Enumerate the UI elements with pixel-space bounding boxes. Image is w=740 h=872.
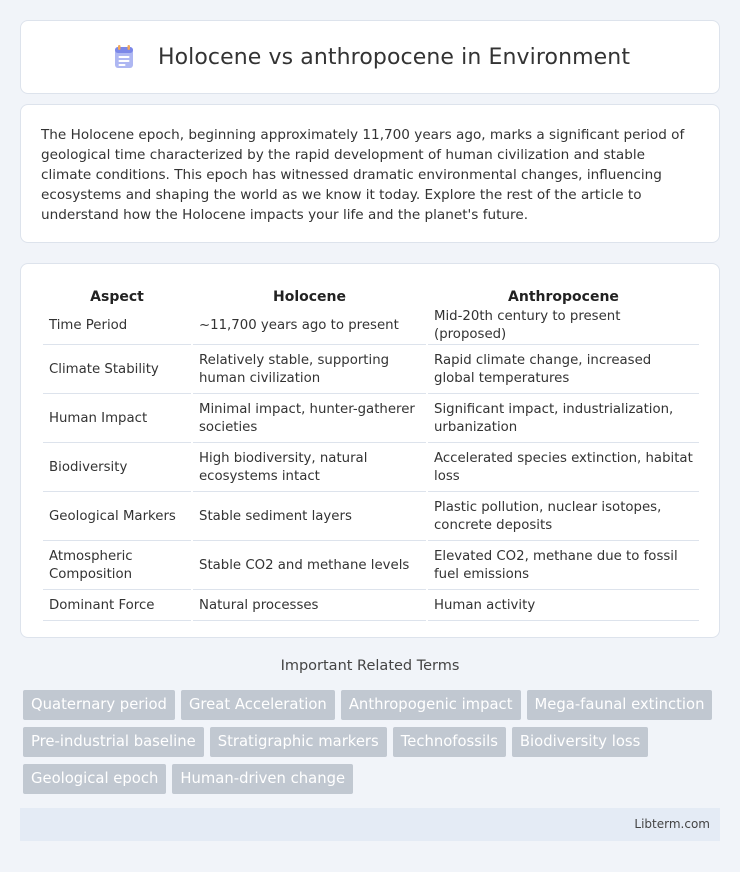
- table-row: [43, 592, 699, 621]
- row-anthropocene: Rapid climate change, increased global temperatures: [428, 347, 699, 394]
- row-anthropocene: Mid-20th century to present (proposed): [428, 308, 699, 345]
- row-aspect: Time Period: [43, 308, 191, 345]
- row-holocene: Minimal impact, hunter-gatherer societies: [193, 396, 426, 443]
- header-aspect: Aspect: [90, 289, 144, 305]
- row-holocene: Relatively stable, supporting human civilization: [193, 347, 426, 394]
- row-holocene: Stable sediment layers: [193, 494, 426, 541]
- row-anthropocene: Human activity: [428, 592, 699, 621]
- row-holocene: Stable CO2 and methane levels: [193, 543, 426, 590]
- row-anthropocene: Plastic pollution, nuclear isotopes, concrete deposits: [428, 494, 699, 541]
- document-icon: [110, 43, 138, 71]
- tag-mega-faunal-extinction[interactable]: Mega-faunal extinction: [527, 690, 713, 720]
- intro-card: [20, 104, 720, 243]
- tag-technofossils[interactable]: Technofossils: [393, 727, 506, 757]
- tag-great-acceleration[interactable]: Great Acceleration: [181, 690, 335, 720]
- title-card: [20, 20, 720, 94]
- tag-anthropogenic-impact[interactable]: Anthropogenic impact: [341, 690, 521, 720]
- row-holocene: ~11,700 years ago to present: [193, 308, 426, 345]
- row-holocene: Natural processes: [193, 592, 426, 621]
- intro-paragraph: The Holocene epoch, beginning approximately 11,700 years ago, marks a significant period of geological time characterized by the rapid development of human civilization and stable climate conditions. This epoch has witnessed dramatic environmental changes, influencing ecosystems and shaping the world as we know it today. Explore the rest of the article to understand how the Holocene impacts your life and the planet's future.: [41, 127, 685, 223]
- row-aspect: Dominant Force: [43, 592, 191, 621]
- footer-brand-link[interactable]: Libterm.com: [634, 817, 710, 831]
- row-aspect: Climate Stability: [43, 347, 191, 394]
- page-title: Holocene vs anthropocene in Environment: [157, 44, 631, 70]
- row-holocene: High biodiversity, natural ecosystems intact: [193, 445, 426, 492]
- tag-pre-industrial-baseline[interactable]: Pre-industrial baseline: [23, 727, 204, 757]
- row-aspect: Geological Markers: [43, 494, 191, 541]
- comparison-table: [41, 286, 701, 623]
- tag-stratigraphic-markers[interactable]: Stratigraphic markers: [210, 727, 387, 757]
- table-row: [43, 396, 699, 443]
- table-row: [43, 494, 699, 541]
- row-aspect: Atmospheric Composition: [43, 543, 191, 590]
- related-terms-list: [23, 690, 717, 794]
- related-terms-title: Important Related Terms: [280, 658, 460, 674]
- footer: [20, 808, 720, 841]
- tag-geological-epoch[interactable]: Geological epoch: [23, 764, 166, 794]
- row-anthropocene: Accelerated species extinction, habitat loss: [428, 445, 699, 492]
- row-anthropocene: Significant impact, industrialization, urbanization: [428, 396, 699, 443]
- tag-biodiversity-loss[interactable]: Biodiversity loss: [512, 727, 648, 757]
- header-holocene: Holocene: [272, 289, 346, 305]
- tag-quaternary-period[interactable]: Quaternary period: [23, 690, 175, 720]
- row-aspect: Human Impact: [43, 396, 191, 443]
- table-row: [43, 347, 699, 394]
- table-row: [43, 308, 699, 345]
- row-aspect: Biodiversity: [43, 445, 191, 492]
- table-row: [43, 445, 699, 492]
- header-anthropocene: Anthropocene: [508, 289, 619, 305]
- tag-human-driven-change[interactable]: Human-driven change: [172, 764, 353, 794]
- row-anthropocene: Elevated CO2, methane due to fossil fuel emissions: [428, 543, 699, 590]
- table-row: [43, 543, 699, 590]
- comparison-card: [20, 263, 720, 638]
- table-header-row: [43, 288, 699, 306]
